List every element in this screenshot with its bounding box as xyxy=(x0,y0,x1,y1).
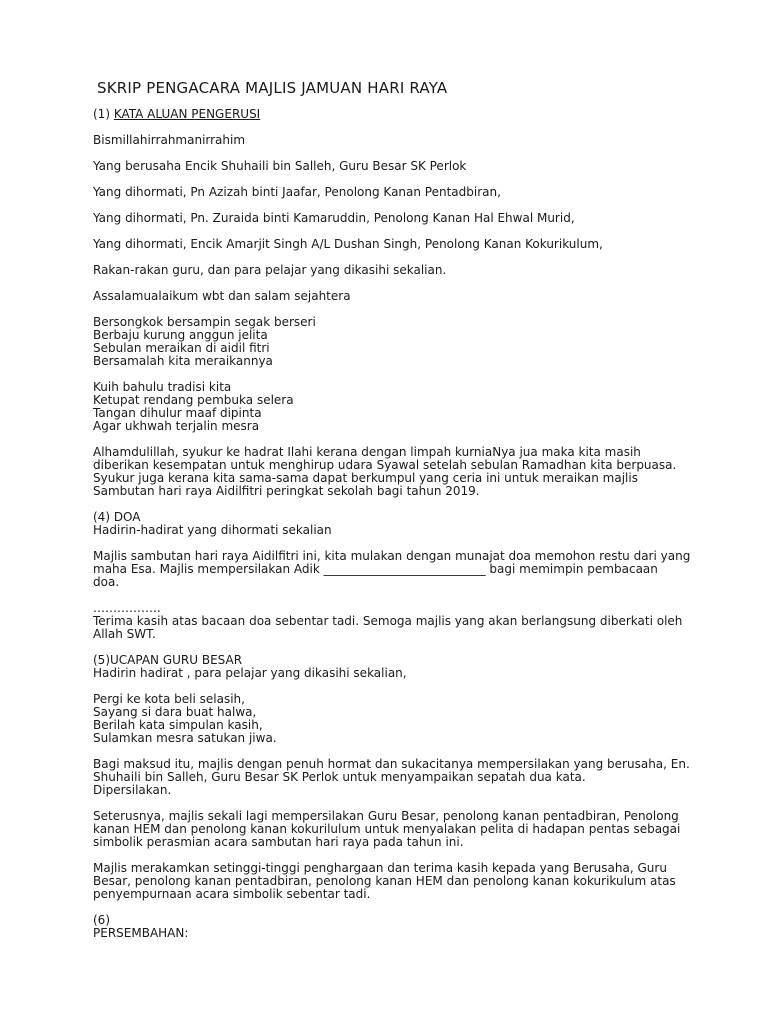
paragraph-line: Shuhaili bin Salleh, Guru Besar SK Perlok untuk menyampaikan sepatah dua kata. xyxy=(93,770,586,784)
greeting-pk-kokurikulum: Yang dihormati, Encik Amarjit Singh A/L Dushan Singh, Penolong Kanan Kokurikulum, xyxy=(93,237,603,251)
ucapan-section xyxy=(93,654,693,680)
paragraph-line: doa. xyxy=(93,575,120,589)
paragraph-line: Terima kasih atas bacaan doa sebentar tadi. Semoga majlis yang akan berlangsung diberkati oleh xyxy=(93,614,683,628)
paragraph-line: simbolik perasmian acara sambutan hari raya pada tahun ini. xyxy=(93,835,464,849)
section-1-title: KATA ALUAN PENGERUSI xyxy=(113,107,261,121)
pantun-2-line: Kuih bahulu tradisi kita xyxy=(93,380,232,394)
greeting-guru-besar: Yang berusaha Encik Shuhaili bin Salleh, Guru Besar SK Perlok xyxy=(93,159,467,173)
paragraph-line: Allah SWT. xyxy=(93,627,156,641)
pantun-2-line: Agar ukhwah terjalin mesra xyxy=(93,419,260,433)
persembahan-number: (6) xyxy=(93,913,110,927)
bismillah: Bismillahirrahmanirrahim xyxy=(93,133,246,147)
ucapan-heading: (5)UCAPAN GURU BESAR xyxy=(93,653,243,667)
section-1-heading xyxy=(93,108,693,121)
pantun-1-line: Bersongkok bersampin segak berseri xyxy=(93,315,316,329)
document-title: SKRIP PENGACARA MAJLIS JAMUAN HARI RAYA xyxy=(97,79,448,97)
persembahan-heading: PERSEMBAHAN: xyxy=(93,926,189,940)
pantun-3-line: Sayang si dara buat halwa, xyxy=(93,705,257,719)
paragraph-line: Dipersilakan. xyxy=(93,783,172,797)
pantun-2 xyxy=(93,381,693,433)
salam: Assalamualaikum wbt dan salam sejahtera xyxy=(93,289,351,303)
doa-dots: …………….. xyxy=(93,601,161,615)
greeting-pk-hem: Yang dihormati, Pn. Zuraida binti Kamaruddin, Penolong Kanan Hal Ehwal Murid, xyxy=(93,211,575,225)
paragraph-line: Bagi maksud itu, majlis dengan penuh hormat dan sukacitanya mempersilakan yang berusaha, En. xyxy=(93,757,690,771)
ucapan-next-paragraph xyxy=(93,810,693,849)
paragraph-line: Seterusnya, majlis sekali lagi mempersilakan Guru Besar, penolong kanan pentadbiran, Penolong xyxy=(93,809,679,823)
doa-thanks-paragraph xyxy=(93,602,693,641)
greeting-guru-pelajar: Rakan-rakan guru, dan para pelajar yang dikasihi sekalian. xyxy=(93,263,447,277)
paragraph-line: Majlis merakamkan setinggi-tinggi penghargaan dan terima kasih kepada yang Berusaha, Guru xyxy=(93,861,667,875)
greeting-pk-pentadbiran: Yang dihormati, Pn Azizah binti Jaafar, Penolong Kanan Pentadbiran, xyxy=(93,185,501,199)
pantun-1 xyxy=(93,316,693,368)
doa-invite-paragraph xyxy=(93,550,693,589)
paragraph-line: Majlis sambutan hari raya Aidilfitri ini, kita mulakan dengan munajat doa memohon restu dari yang xyxy=(93,549,691,563)
pantun-1-line: Berbaju kurung anggun jelita xyxy=(93,328,268,342)
pantun-1-line: Bersamalah kita meraikannya xyxy=(93,354,273,368)
doa-section xyxy=(93,511,693,537)
pantun-3-line: Berilah kata simpulan kasih, xyxy=(93,718,263,732)
pantun-2-line: Ketupat rendang pembuka selera xyxy=(93,393,294,407)
paragraph-line: kanan HEM dan penolong kanan kokurilulum untuk menyalakan pelita di hadapan pentas sebagai xyxy=(93,822,681,836)
doa-greeting: Hadirin-hadirat yang dihormati sekalian xyxy=(93,523,332,537)
paragraph-line: Besar, penolong kanan pentadbiran, penolong kanan HEM dan penolong kanan kokurikulum atas xyxy=(93,874,676,888)
pantun-3-line: Pergi ke kota beli selasih, xyxy=(93,692,245,706)
paragraph-line: Syukur juga kerana kita sama-sama dapat berkumpul yang ceria ini untuk meraikan majlis xyxy=(93,471,638,485)
pantun-3 xyxy=(93,693,693,745)
paragraph-line: diberikan kesempatan untuk menghirup udara Syawal setelah sebulan Ramadhan kita berpuasa. xyxy=(93,458,677,472)
ucapan-record-paragraph xyxy=(93,862,693,901)
doa-heading: (4) DOA xyxy=(93,510,141,524)
paragraph-line: maha Esa. Majlis mempersilakan Adik ___________________________ bagi memimpin pembacaan xyxy=(93,562,658,576)
section-1-number: (1) xyxy=(93,107,110,121)
persembahan-section xyxy=(93,914,693,940)
paragraph-line: penyempurnaan acara simbolik sebentar tadi. xyxy=(93,887,371,901)
pantun-1-line: Sebulan meraikan di aidil fitri xyxy=(93,341,270,355)
paragraph-line: Alhamdulillah, syukur ke hadrat Ilahi kerana dengan limpah kurniaNya jua maka kita masih xyxy=(93,445,641,459)
pantun-2-line: Tangan dihulur maaf dipinta xyxy=(93,406,262,420)
alhamdulillah-paragraph xyxy=(93,446,693,498)
pantun-3-line: Sulamkan mesra satukan jiwa. xyxy=(93,731,277,745)
document-page xyxy=(93,78,693,953)
paragraph-line: Sambutan hari raya Aidilfitri peringkat sekolah bagi tahun 2019. xyxy=(93,484,480,498)
ucapan-invite-paragraph xyxy=(93,758,693,797)
ucapan-greeting: Hadirin hadirat , para pelajar yang dikasihi sekalian, xyxy=(93,666,407,680)
